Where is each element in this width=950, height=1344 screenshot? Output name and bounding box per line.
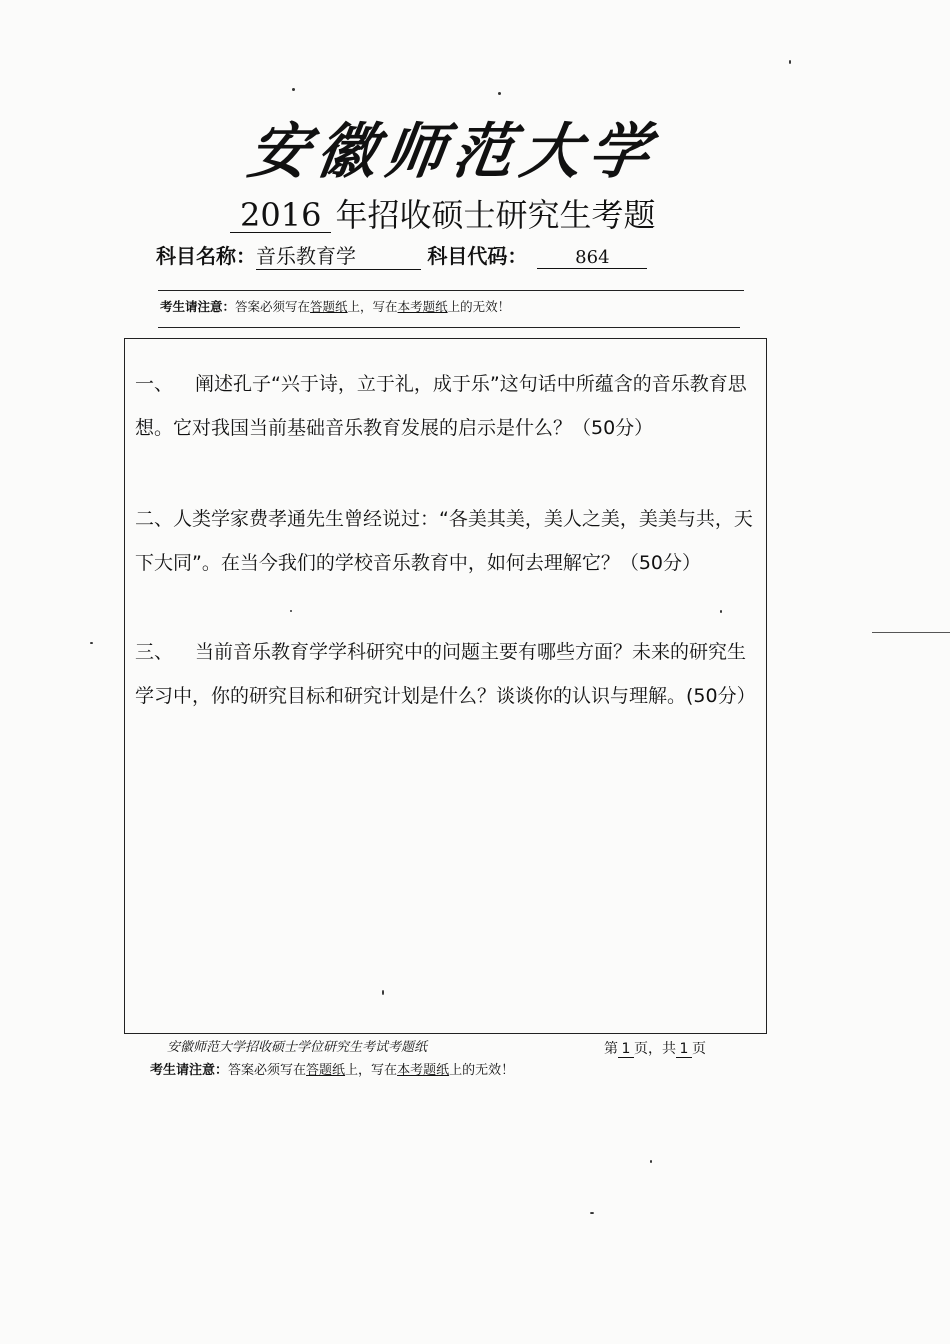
question-sheet-term: 本考题纸: [397, 1063, 450, 1078]
subject-info: [156, 240, 647, 274]
page-current: 1: [618, 1042, 634, 1058]
scan-speck: [720, 610, 722, 613]
question-2: [135, 497, 765, 585]
scan-speck: [789, 60, 791, 64]
notice-text: 上的无效！: [449, 1063, 515, 1078]
subject-code: 864: [537, 247, 647, 269]
notice-prefix: 考生请注意：: [150, 1063, 229, 1078]
question-number: 一、: [135, 373, 174, 395]
scan-speck: [590, 1212, 594, 1214]
notice-text: 上，写在: [345, 1063, 398, 1078]
question-3: [135, 630, 765, 718]
notice-top: [160, 297, 510, 315]
notice-prefix: 考生请注意：: [160, 299, 236, 314]
question-text: 阐述孔子“兴于诗，立于礼，成于乐”这句话中所蕴含的音乐教育思想。它对我国当前基础音乐教育发展的启示是什么？（50分）: [135, 373, 747, 439]
page-text: 页，共: [634, 1041, 676, 1057]
scan-speck: [292, 88, 295, 91]
exam-year: 2016: [230, 198, 331, 233]
subject-code-label: 科目代码：: [427, 244, 528, 268]
university-logo: 安徽师范大学: [243, 117, 662, 187]
exam-title-text: 年招收硕士研究生考题: [335, 196, 656, 234]
page-text: 第: [604, 1041, 618, 1057]
scan-speck: [90, 642, 93, 644]
question-text: 人类学家费孝通先生曾经说过：“各美其美，美人之美，美美与共，天下大同”。在当今我们的学校音乐教育中，如何去理解它？（50分）: [135, 508, 753, 574]
answer-sheet-term: 答题纸: [310, 299, 348, 314]
question-text: 当前音乐教育学学科研究中的问题主要有哪些方面？未来的研究生学习中，你的研究目标和研究计划是什么？谈谈你的认识与理解。(50分）: [135, 641, 756, 707]
page-total: 1: [676, 1042, 692, 1058]
notice-text: 上的无效！: [447, 299, 511, 314]
question-sheet-term: 本考题纸: [397, 299, 448, 314]
notice-text: 答案必须写在: [235, 299, 311, 314]
notice-text: 答案必须写在: [228, 1063, 307, 1078]
notice-bottom: [150, 1059, 514, 1078]
question-number: 二、: [135, 508, 174, 530]
scan-artifact-line: [872, 632, 950, 633]
question-1: [135, 362, 765, 450]
scan-speck: [290, 610, 292, 612]
footer-paper-name: 安徽师范大学招收硕士学位研究生考试考题纸: [167, 1040, 428, 1055]
subject-name-label: 科目名称：: [156, 244, 256, 268]
scan-speck: [498, 92, 501, 95]
question-number: 三、: [135, 641, 174, 663]
page-indicator: [604, 1038, 706, 1058]
scan-speck: [382, 990, 384, 995]
answer-sheet-term: 答题纸: [306, 1063, 346, 1078]
subject-name: 音乐教育学: [256, 240, 421, 270]
divider-top: [158, 290, 744, 291]
scan-speck: [650, 1160, 652, 1163]
divider-bottom: [158, 327, 740, 328]
exam-title: [230, 190, 655, 234]
page-text: 页: [692, 1041, 706, 1057]
notice-text: 上，写在: [347, 299, 398, 314]
